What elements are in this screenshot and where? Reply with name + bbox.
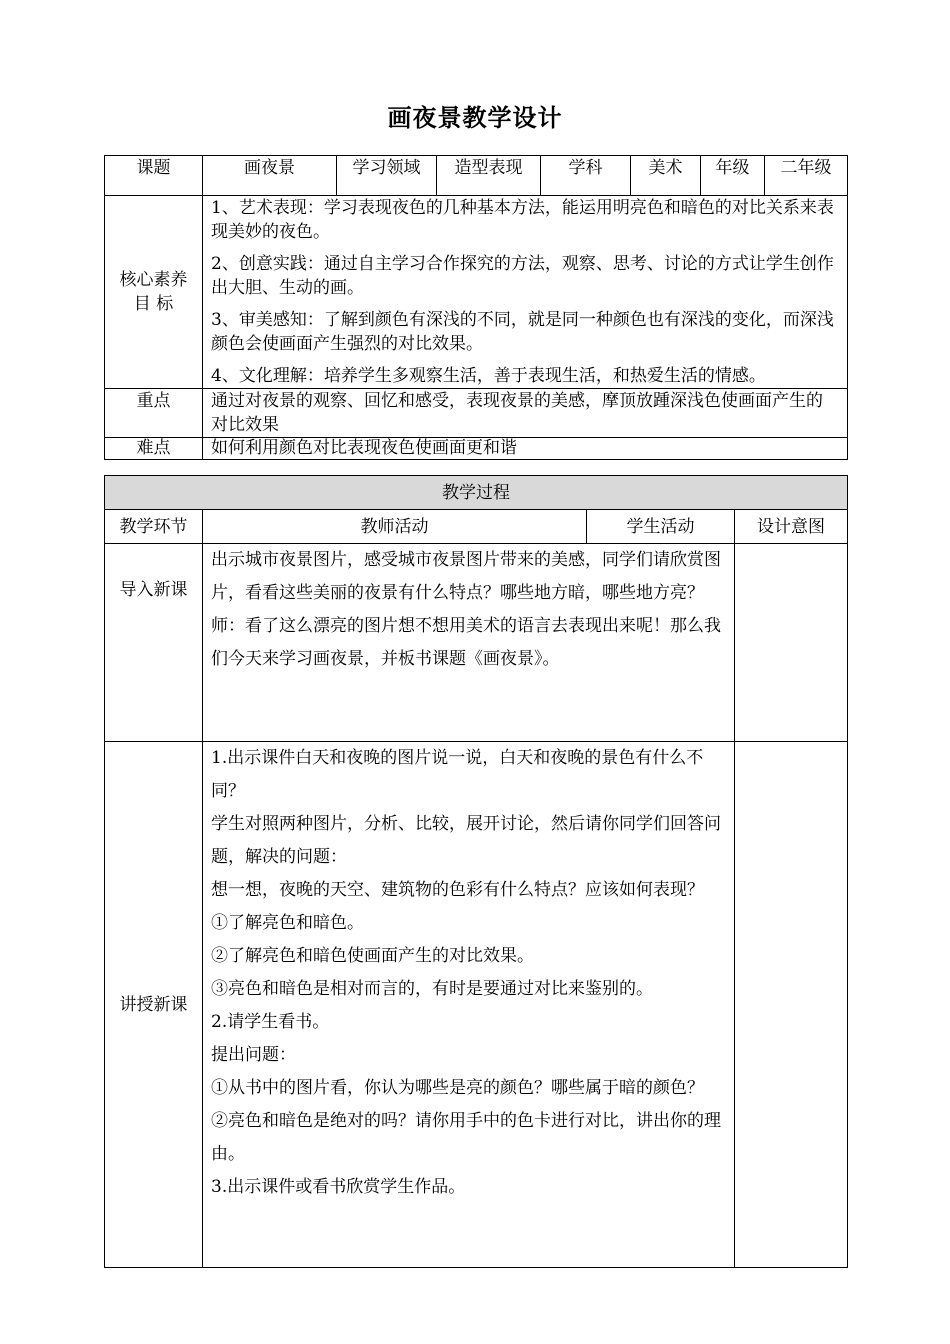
goal-item: 1、艺术表现：学习表现夜色的几种基本方法，能运用明亮色和暗色的对比关系来表现美妙的夜色。 bbox=[211, 198, 834, 242]
teach-text bbox=[203, 742, 735, 1268]
col-stage: 教学环节 bbox=[105, 510, 203, 544]
goal-item: 4、文化理解：培养学生多观察生活，善于表现生活，和热爱生活的情感。 bbox=[211, 366, 766, 386]
teach-line: ②了解亮色和暗色使画面产生的对比效果。 bbox=[211, 946, 534, 966]
subject-value: 美术 bbox=[631, 156, 701, 196]
topic-value: 画夜景 bbox=[203, 156, 337, 196]
process-header: 教学过程 bbox=[105, 476, 848, 510]
teach-line: 2.请学生看书。 bbox=[211, 1012, 330, 1032]
grade-label: 年级 bbox=[701, 156, 765, 196]
goal-item: 3、审美感知：了解到颜色有深浅的不同，就是同一种颜色也有深浅的变化，而深浅颜色会使画面产生强烈的对比效果。 bbox=[211, 310, 834, 354]
goals-label-line2: 目 标 bbox=[133, 294, 174, 314]
teach-line: 想一想，夜晚的天空、建筑物的色彩有什么特点？应该如何表现？ bbox=[211, 880, 704, 900]
intro-label: 导入新课 bbox=[105, 544, 203, 742]
col-student: 学生活动 bbox=[587, 510, 735, 544]
col-teacher: 教师活动 bbox=[203, 510, 587, 544]
goals-cell bbox=[203, 196, 848, 389]
intro-text: 出示城市夜景图片，感受城市夜景图片带来的美感，同学们请欣赏图片，看看这些美丽的夜景有什么特点？哪些地方暗，哪些地方亮？师：看了这么漂亮的图片想不想用美术的语言去表现出来呢！那么我们今天来学习画夜景，并板书课题《画夜景》。 bbox=[203, 544, 735, 742]
intro-intent bbox=[735, 544, 848, 742]
goals-label-line1: 核心素养 bbox=[119, 270, 188, 290]
teach-line: ①从书中的图片看，你认为哪些是亮的颜色？哪些属于暗的颜色？ bbox=[211, 1078, 704, 1098]
teach-line: 1.出示课件白天和夜晚的图片说一说，白天和夜晚的景色有什么不同？ bbox=[211, 748, 704, 801]
teach-line: 学生对照两种图片，分析、比较，展开讨论，然后请你同学们回答问题，解决的问题： bbox=[211, 814, 721, 867]
teach-line: ②亮色和暗色是绝对的吗？请你用手中的色卡进行对比，讲出你的理由。 bbox=[211, 1111, 721, 1164]
goal-item: 2、创意实践：通过自主学习合作探究的方法，观察、思考、讨论的方式让学生创作出大胆、生动的画。 bbox=[211, 254, 834, 298]
grade-value: 二年级 bbox=[765, 156, 848, 196]
teach-line: ③亮色和暗色是相对而言的，有时是要通过对比来鉴别的。 bbox=[211, 979, 653, 999]
key-value: 通过对夜景的观察、回忆和感受，表现夜景的美感，摩顶放踵深浅色使画面产生的对比效果 bbox=[203, 389, 848, 438]
teaching-process-table bbox=[104, 475, 848, 1268]
page-title: 画夜景教学设计 bbox=[387, 104, 563, 132]
teach-label: 讲授新课 bbox=[105, 742, 203, 1268]
teach-line: 3.出示课件或看书欣赏学生作品。 bbox=[211, 1177, 466, 1197]
teach-intent bbox=[735, 742, 848, 1268]
difficulty-value: 如何利用颜色对比表现夜色使画面更和谐 bbox=[203, 438, 848, 460]
teach-line: ①了解亮色和暗色。 bbox=[211, 913, 364, 933]
teach-line: 提出问题： bbox=[211, 1045, 296, 1065]
topic-label: 课题 bbox=[105, 156, 203, 196]
goals-label bbox=[105, 196, 203, 389]
domain-label: 学习领域 bbox=[337, 156, 437, 196]
domain-value: 造型表现 bbox=[437, 156, 541, 196]
difficulty-label: 难点 bbox=[105, 438, 203, 460]
col-intent: 设计意图 bbox=[735, 510, 848, 544]
subject-label: 学科 bbox=[541, 156, 631, 196]
lesson-info-table bbox=[104, 155, 848, 460]
key-label: 重点 bbox=[105, 389, 203, 438]
